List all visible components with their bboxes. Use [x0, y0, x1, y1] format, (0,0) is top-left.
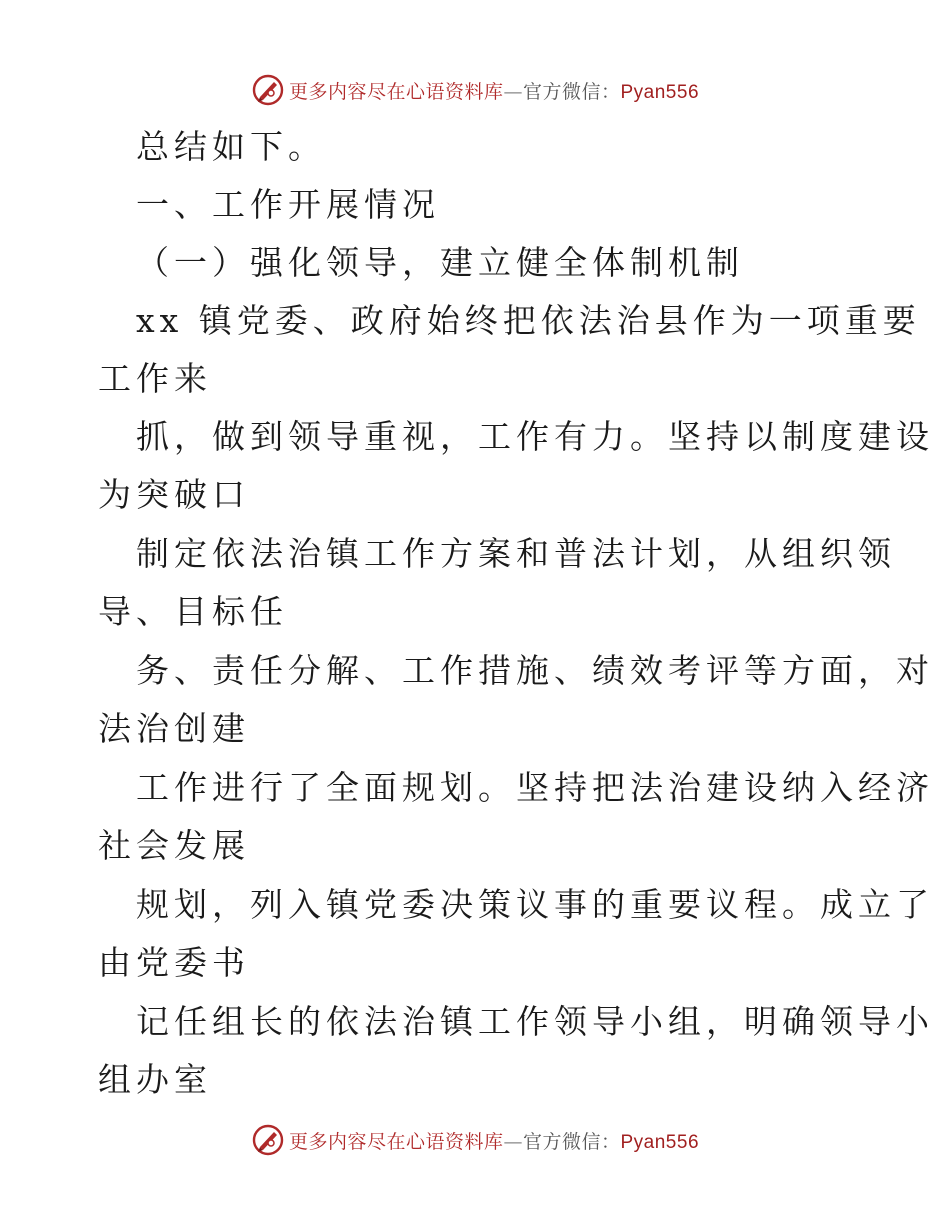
doc-line: 社会发展 [98, 826, 250, 865]
doc-line: 制定依法治镇工作方案和普法计划，从组织领 [136, 534, 896, 573]
watermark-account-id: Pyan556 [620, 1131, 700, 1153]
doc-line: xx 镇党委、政府始终把依法治县作为一项重要 [136, 301, 921, 340]
doc-line: 组办室 [98, 1060, 212, 1099]
doc-line: 规划，列入镇党委决策议事的重要议程。成立了 [136, 885, 934, 924]
watermark-account-label: 官方微信： [522, 1130, 621, 1153]
doc-line: 工作进行了全面规划。坚持把法治建设纳入经济 [136, 768, 934, 807]
doc-line: 记任组长的依法治镇工作领导小组，明确领导小 [136, 1002, 934, 1041]
watermark-main: 更多内容尽在心语资料库 [288, 80, 504, 103]
doc-line: 法治创建 [98, 709, 250, 748]
doc-line: 一、工作开展情况 [136, 185, 440, 224]
doc-line: 务、责任分解、工作措施、绩效考评等方面，对 [136, 651, 934, 690]
watermark-account-label: 官方微信： [522, 80, 621, 103]
doc-line: 抓，做到领导重视，工作有力。坚持以制度建设 [136, 417, 934, 456]
pen-seal-icon [251, 1123, 285, 1157]
watermark-text [289, 1127, 699, 1154]
watermark-separator: — [503, 80, 523, 103]
watermark-main: 更多内容尽在心语资料库 [288, 1130, 504, 1153]
doc-line: 为突破口 [98, 475, 250, 514]
doc-line: 由党委书 [98, 943, 250, 982]
watermark-separator: — [503, 1130, 523, 1153]
doc-line: 总结如下。 [136, 127, 326, 166]
doc-line: 工作来 [98, 359, 212, 398]
doc-line: 导、目标任 [98, 592, 288, 631]
footer-watermark [0, 1120, 950, 1160]
watermark-account-id: Pyan556 [620, 81, 700, 103]
doc-line: （一）强化领导，建立健全体制机制 [136, 243, 744, 282]
